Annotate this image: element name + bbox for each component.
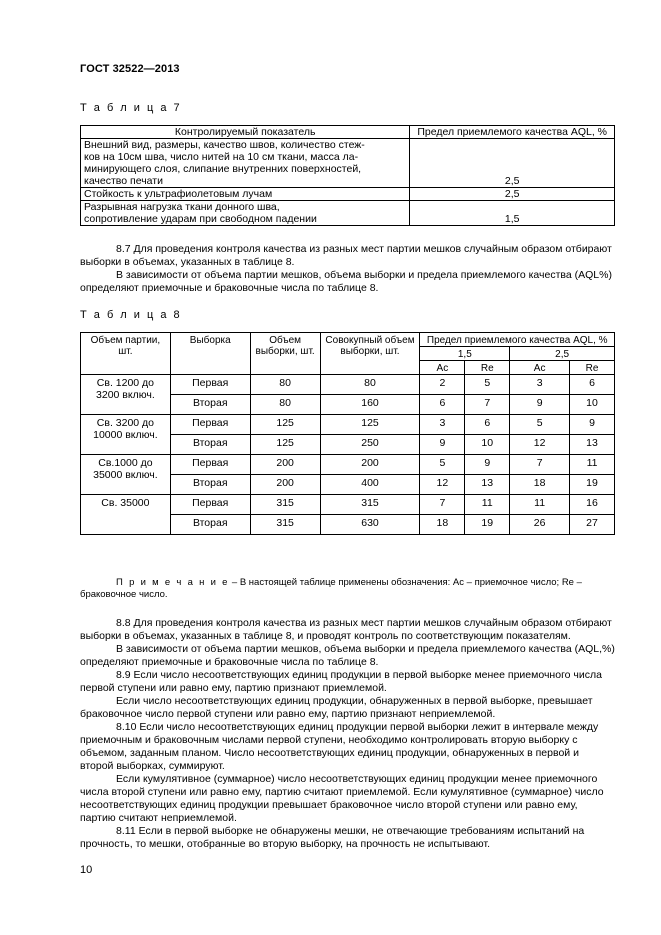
cumulative-cell: 250: [320, 435, 420, 455]
table-7-caption: Т а б л и ц а 7: [80, 102, 182, 114]
header-re-1: Re: [465, 361, 510, 375]
header-aql-2-5: 2,5: [510, 347, 615, 361]
sample-cell: Вторая: [170, 475, 250, 495]
table-7-aql-value: 2,5: [410, 139, 615, 188]
paragraph: В зависимости от объема партии мешков, объема выборки и предела приемлемого качества (AQL,%) определяют приемочные и браковочные числа по таблице 8.: [80, 643, 615, 668]
table-7: [80, 125, 615, 226]
size-cell: 315: [250, 495, 320, 515]
lot-cell: Св. 35000: [81, 495, 171, 535]
header-ac-2: Ac: [510, 361, 570, 375]
ac2-cell: 26: [510, 515, 570, 535]
re2-cell: 9: [570, 415, 615, 435]
re1-cell: 7: [465, 395, 510, 415]
cumulative-cell: 315: [320, 495, 420, 515]
ac2-cell: 12: [510, 435, 570, 455]
sample-cell: Первая: [170, 455, 250, 475]
re1-cell: 10: [465, 435, 510, 455]
page-number: 10: [80, 864, 93, 876]
ac2-cell: 3: [510, 375, 570, 395]
ac1-cell: 12: [420, 475, 465, 495]
document-code: ГОСТ 32522—2013: [80, 63, 180, 75]
size-cell: 125: [250, 415, 320, 435]
cumulative-cell: 80: [320, 375, 420, 395]
re2-cell: 11: [570, 455, 615, 475]
size-cell: 125: [250, 435, 320, 455]
header-ac-1: Aс: [420, 361, 465, 375]
table-8-note: [80, 577, 615, 601]
table-7-aql-value: 1,5: [410, 201, 615, 226]
re1-cell: 5: [465, 375, 510, 395]
size-cell: 80: [250, 395, 320, 415]
note-label: П р и м е ч а н и е: [116, 577, 230, 588]
header-aql: Предел приемлемого качества AQL, %: [420, 333, 615, 347]
ac1-cell: 2: [420, 375, 465, 395]
re2-cell: 10: [570, 395, 615, 415]
re2-cell: 6: [570, 375, 615, 395]
size-cell: 200: [250, 455, 320, 475]
sample-cell: Первая: [170, 415, 250, 435]
header-lot: Объем партии, шт.: [81, 333, 171, 375]
paragraph-8-7: 8.7 Для проведения контроля качества из разных мест партии мешков случайным образом отбирают выборки в объемах, указанных в таблице 8. В зависимости от объема партии мешков, объема выборки и предела приемлемого качества (AQL%) определяют приемочные и браковочные числа по таблице 8.: [80, 243, 612, 294]
header-re-2: Re: [570, 361, 615, 375]
cumulative-cell: 200: [320, 455, 420, 475]
table-row: [81, 201, 615, 226]
paragraph: Если число несоответствующих единиц продукции, обнаруженных в первой выборке, превышает браковочное число первой ступени или равно ему, партию признают неприемлемой.: [80, 695, 593, 720]
re1-cell: 9: [465, 455, 510, 475]
paragraph: Если кумулятивное (суммарное) число несоответствующих единиц продукции менее приемочного числа второй ступени или равно ему, партию считают приемлемой. Если кумулятивное (суммарное) число несоответствующих единиц продукции превышает браковочное число второй ступени или равно ему, партию считают неприемлемой.: [80, 773, 604, 824]
table-7-indicator: Внешний вид, размеры, качество швов, количество стеж- ков на 10см шва, число нитей на 10 см ткани, масса ла- минирующего слоя, слипание внутренних поверхностей, качество печати: [81, 139, 410, 188]
table-row: [81, 455, 615, 475]
lot-cell: Св.1000 до 35000 включ.: [81, 455, 171, 495]
size-cell: 80: [250, 375, 320, 395]
sample-cell: Вторая: [170, 515, 250, 535]
paragraph: 8.11 Если в первой выборке не обнаружены мешки, не отвечающие требованиям испытаний на прочность, то мешки, отобранные во вторую выборку, на прочность не испытывают.: [80, 825, 585, 850]
re1-cell: 13: [465, 475, 510, 495]
table-7-header-row: [81, 126, 615, 139]
header-aql-1-5: 1,5: [420, 347, 510, 361]
sample-cell: Вторая: [170, 435, 250, 455]
table-7-indicator: Разрывная нагрузка ткани донного шва, сопротивление ударам при свободном падении: [81, 201, 410, 226]
ac1-cell: 18: [420, 515, 465, 535]
cumulative-cell: 630: [320, 515, 420, 535]
ac1-cell: 9: [420, 435, 465, 455]
re1-cell: 11: [465, 495, 510, 515]
paragraph: 8.8 Для проведения контроля качества из разных мест партии мешков случайным образом отбирают выборки в объемах, указанных в таблице 8, и проводят контроль по соответствующим показателям.: [80, 617, 612, 642]
sample-cell: Первая: [170, 495, 250, 515]
ac1-cell: 5: [420, 455, 465, 475]
size-cell: 200: [250, 475, 320, 495]
body-paragraphs: [80, 617, 615, 851]
cumulative-cell: 160: [320, 395, 420, 415]
paragraph: 8.10 Если число несоответствующих единиц продукции первой выборки лежит в интервале между приемочным и браковочным числами первой ступени, необходимо контролировать вторую выборку с объемом, заданным планом. Число несоответствующих единиц продукции, обнаруженных в первой и второй выборках, суммируют.: [80, 721, 599, 772]
table-7-header-aql: Предел приемлемого качества AQL, %: [410, 126, 615, 139]
table-row: [81, 495, 615, 515]
header-sample-size: Объем выборки, шт.: [250, 333, 320, 375]
re2-cell: 19: [570, 475, 615, 495]
table-7-header-indicator: Контролируемый показатель: [81, 126, 410, 139]
re1-cell: 6: [465, 415, 510, 435]
re2-cell: 13: [570, 435, 615, 455]
table-row: [81, 188, 615, 201]
cumulative-cell: 125: [320, 415, 420, 435]
header-cumulative: Совокупный объем выборки, шт.: [320, 333, 420, 375]
ac2-cell: 7: [510, 455, 570, 475]
ac2-cell: 11: [510, 495, 570, 515]
re2-cell: 27: [570, 515, 615, 535]
table-row: [81, 139, 615, 188]
ac2-cell: 18: [510, 475, 570, 495]
lot-cell: Св. 3200 до 10000 включ.: [81, 415, 171, 455]
table-8: [80, 332, 615, 535]
ac1-cell: 3: [420, 415, 465, 435]
ac2-cell: 9: [510, 395, 570, 415]
re1-cell: 19: [465, 515, 510, 535]
table-row: [81, 415, 615, 435]
sample-cell: Первая: [170, 375, 250, 395]
table-7-aql-value: 2,5: [410, 188, 615, 201]
cumulative-cell: 400: [320, 475, 420, 495]
ac2-cell: 5: [510, 415, 570, 435]
ac1-cell: 7: [420, 495, 465, 515]
sample-cell: Вторая: [170, 395, 250, 415]
note-text: – В настоящей таблице применены обозначения: Ac – приемочное число; Re – браковочное число.: [80, 577, 582, 600]
size-cell: 315: [250, 515, 320, 535]
table-7-indicator: Стойкость к ультрафиолетовым лучам: [81, 188, 410, 201]
table-8-caption: Т а б л и ц а 8: [80, 309, 182, 321]
ac1-cell: 6: [420, 395, 465, 415]
paragraph: 8.9 Если число несоответствующих единиц продукции в первой выборке менее приемочного числа первой ступени или равно ему, партию признают приемлемой.: [80, 669, 602, 694]
lot-cell: Св. 1200 до 3200 включ.: [81, 375, 171, 415]
header-sample: Выборка: [170, 333, 250, 375]
table-row: [81, 375, 615, 395]
re2-cell: 16: [570, 495, 615, 515]
